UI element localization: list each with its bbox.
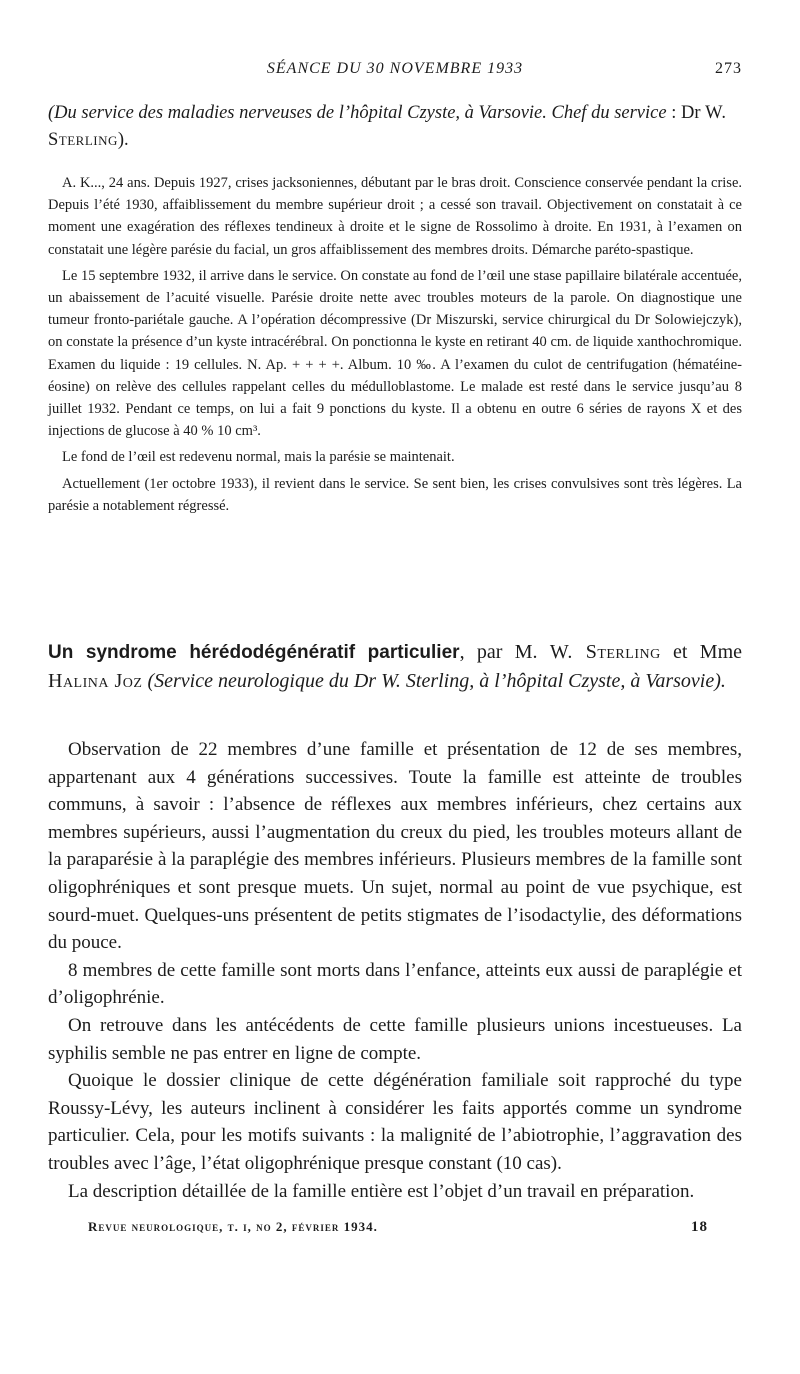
abstract-body	[48, 736, 742, 1205]
case-paragraph: A. K..., 24 ans. Depuis 1927, crises jacksoniennes, débutant par le bras droit. Conscience conservée pendant la crise. Depuis l’été 1930, affaiblissement du membre supérieur droit ; a cessé son travail. Objectivement on constatait à ce moment une exagération des réflexes tendineux à droite et le signe de Rossolimo à droite. En 1931, à l’examen on constatait une légère parésie du facial, un gros affaiblissement des membres droits. Démarche paréto-spastique.	[48, 175, 742, 258]
section-heading	[48, 638, 742, 695]
page-footer	[88, 1219, 708, 1239]
case-report	[48, 172, 742, 517]
running-head-title: SÉANCE DU 30 NOVEMBRE 1933	[266, 60, 524, 77]
signature-mark: 18	[691, 1219, 708, 1235]
section-title: Un syndrome hérédodégénératif particulier	[48, 642, 460, 663]
section-affiliation: (Service neurologique du Dr W. Sterling, à l’hôpital Czyste, à Varsovie).	[142, 670, 726, 692]
body-paragraph: On retrouve dans les antécédents de cette famille plusieurs unions incestueuses. La syphilis semble ne pas entrer en ligne de compte.	[48, 1014, 742, 1064]
service-attribution	[48, 100, 742, 154]
body-paragraph: Observation de 22 membres d’une famille et présentation de 12 de ses membres, appartenant aux 4 générations successives. Toute la famille est atteinte de troubles communs, à savoir : l’absence de réflexes aux membres inférieurs, chez certains aux membres supérieurs, aussi l’augmentation du creux du pied, les troubles moteurs allant de la paraparésie à la paraplégie des membres inférieurs. Plusieurs membres de la famille sont oligophréniques et sont presque muets. Un sujet, normal au point de vue psychique, est sourd-muet. Quelques-uns présentent de petits stigmates de l’isodactylie, des déformations du pouce.	[48, 739, 742, 954]
running-head	[48, 60, 742, 84]
journal-reference: Revue neurologique, t. i, no 2, février 1934.	[88, 1219, 378, 1234]
author-joz: Halina Joz	[48, 670, 143, 692]
case-paragraph: Le 15 septembre 1932, il arrive dans le service. On constate au fond de l’œil une stase papillaire bilatérale accentuée, un abaissement de l’acuité visuelle. Parésie droite nette avec troubles moteurs de la parole. On diagnostique une tumeur fronto-pariétale gauche. A l’opération décompressive (Dr Miszurski, service chirurgical du Dr Solowiejczyk), on constate la présence d’un kyste intracérébral. On ponctionna le kyste en retirant 40 cm. de liquide xanthochromique. Examen du liquide : 19 cellules. N. Ap. + + + +. Album. 10 ‰. A l’examen du culot de centrifugation (hématéine-éosine) on relève des cellules rappelant celles du médulloblastome. Le malade est resté dans le service jusqu’au 8 juillet 1932. Pendant ce temps, on lui a fait 9 ponctions du kyste. Il a obtenu en outre 6 séries de rayons X et des injections de glucose à 40 % 10 cm³.	[48, 267, 742, 440]
author-sterling: W. Sterling	[549, 641, 661, 663]
body-paragraph: Quoique le dossier clinique de cette dégénération familiale soit rapproché du type Roussy-Lévy, les auteurs inclinent à considérer les faits apportés comme un syndrome particulier. Cela, pour les motifs suivants : la malignité de l’abiotrophie, l’aggravation des troubles avec l’âge, l’état oligophrénique presque constant (10 cas).	[48, 1070, 742, 1174]
service-text: (Du service des maladies nerveuses de l’hôpital Czyste, à Varsovie. Chef du service	[48, 103, 667, 123]
section-and: et Mme	[660, 641, 743, 663]
section-by: , par M.	[459, 641, 550, 663]
page-number: 273	[715, 60, 742, 77]
service-chief-name: W. Sterling	[48, 103, 727, 150]
body-paragraph: La description détaillée de la famille entière est l’objet d’un travail en préparation.	[68, 1180, 695, 1202]
body-paragraph: 8 membres de cette famille sont morts dans l’enfance, atteints eux aussi de paraplégie et d’oligophrénie.	[48, 959, 742, 1009]
service-close: ).	[117, 130, 129, 150]
case-paragraph: Actuellement (1er octobre 1933), il revient dans le service. Se sent bien, les crises convulsives sont très légères. La parésie a notablement régressé.	[48, 475, 742, 514]
service-chief-prefix: : Dr	[666, 103, 706, 123]
case-paragraph: Le fond de l’œil est redevenu normal, mais la parésie se maintenait.	[62, 449, 455, 466]
